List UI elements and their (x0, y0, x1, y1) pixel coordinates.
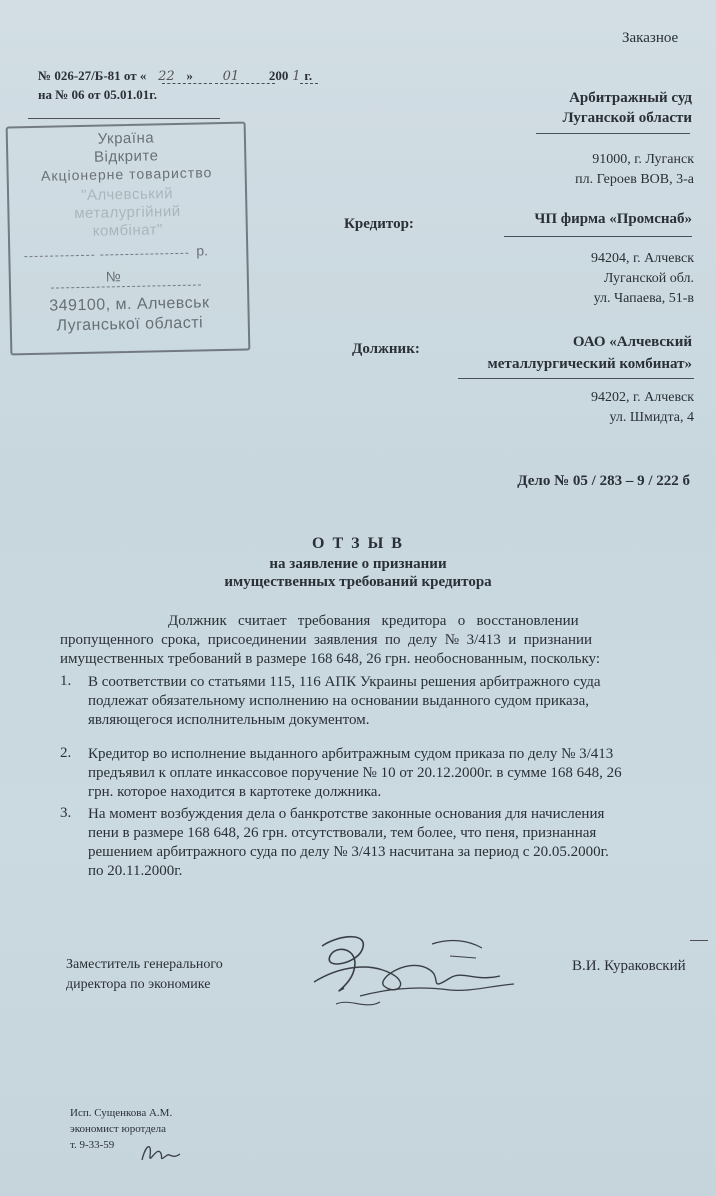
intro-line-2: пропущенного срока, присоединении заявления по делу № 3/413 и признании (60, 632, 593, 648)
point-1-number: 1. (60, 673, 72, 689)
point-1-text (88, 673, 714, 730)
debtor-address-line-1: 94202, г. Алчевск (590, 390, 694, 405)
outgoing-reference (38, 68, 312, 84)
signatory-name: В.И. Кураковский (572, 958, 686, 974)
day-underline (162, 83, 212, 84)
court-address-line-1: 91000, г. Луганск (592, 152, 694, 167)
month-underline (215, 83, 275, 84)
creditor-address-line-1: 94204, г. Алчевск (590, 251, 694, 266)
stamp-line-10: Луганської області (56, 314, 204, 335)
year-underline (300, 83, 318, 84)
point-2-line-3: грн. которое находится в картотеке должника. (88, 784, 382, 800)
mail-type: Заказное (622, 30, 679, 46)
document-title: О Т З Ы В (312, 535, 404, 552)
executor-phone: т. 9-33-59 (70, 1139, 115, 1151)
stamp-line-7: № (105, 268, 121, 285)
stamp-line-4: "Алчевський (80, 185, 174, 204)
outgoing-ref-mid: » (186, 68, 193, 83)
debtor-label: Должник: (352, 341, 420, 357)
creditor-label: Кредитор: (344, 216, 414, 232)
outgoing-ref-month: 01 (222, 69, 240, 84)
creditor-address (454, 249, 694, 309)
handwritten-signature (300, 926, 530, 1016)
outgoing-ref-prefix: № 026-27/Б-81 от « (38, 68, 147, 83)
stamp-line-6: комбінат" (92, 221, 164, 240)
court-name (452, 88, 692, 128)
point-1-line-3: являющегося исполнительным документом. (88, 712, 370, 728)
intro-line-3: имущественных требований в размере 168 648, 26 грн. необоснованным, поскольку: (60, 651, 600, 667)
debtor-rule (458, 378, 694, 379)
creditor-name: ЧП фирма «Промснаб» (534, 211, 692, 227)
point-3-text (88, 805, 714, 881)
outgoing-ref-year-digit: 1 (292, 69, 301, 84)
stamp-line-5: металургійний (74, 202, 181, 223)
debtor-name (412, 331, 692, 375)
outgoing-ref-suffix: г. (304, 68, 313, 83)
court-address-line-2: пл. Героев ВОВ, 3-а (575, 172, 694, 187)
court-rule (536, 133, 690, 134)
point-3-number: 3. (60, 805, 72, 821)
executor-initials (138, 1138, 184, 1168)
executor-role: экономист юротдела (70, 1123, 167, 1135)
intro-line-1: Должник считает требования кредитора о восстановлении (168, 613, 579, 629)
point-1-line-1: В соответствии со статьями 115, 116 АПК Украины решения арбитражного суда (88, 674, 601, 690)
court-address (454, 150, 694, 190)
creditor-address-line-2: Луганской обл. (603, 271, 694, 286)
signature-mark (690, 940, 708, 941)
debtor-address (454, 388, 694, 428)
point-3-line-1: На момент возбуждения дела о банкротстве законные основания для начисления (88, 806, 605, 822)
point-3-line-3: решением арбитражного суда по делу № 3/413 насчитана за период с 20.05.2000г. (88, 844, 609, 860)
point-3-line-4: по 20.11.2000г. (88, 863, 183, 879)
case-number: Дело № 05 / 283 – 9 / 222 б (517, 473, 690, 489)
debtor-name-line-2: металлургический комбинат» (487, 356, 692, 372)
court-name-line-1: Арбитражный суд (569, 90, 692, 106)
court-name-line-2: Луганской области (562, 110, 692, 126)
stamp-top-rule (28, 118, 220, 119)
executor-name: Исп. Сущенкова А.М. (70, 1107, 173, 1119)
outgoing-ref-day: 22 (158, 69, 175, 84)
stamp-date-line-b (100, 253, 188, 256)
stamp-number-line (51, 284, 201, 288)
creditor-rule (504, 236, 692, 237)
stamp-line-3: Акціонерне товариство (40, 164, 213, 184)
stamp-line-8: р. (196, 242, 209, 259)
signatory-position (66, 955, 223, 995)
document-subtitle-2: имущественных требований кредитора (224, 574, 492, 590)
document-subtitle-1: на заявление о признании (269, 556, 447, 572)
point-2-line-1: Кредитор во исполнение выданного арбитражным судом приказа по делу № 3/413 (88, 746, 614, 762)
point-3-line-2: пени в размере 168 648, 26 грн. отсутствовали, тем более, что пеня, признанная (88, 825, 597, 841)
outgoing-ref-year-prefix: 200 (268, 68, 289, 83)
reply-to-reference: на № 06 от 05.01.01г. (38, 87, 157, 102)
signatory-position-line-2: директора по экономике (66, 977, 211, 992)
debtor-address-line-2: ул. Шмидта, 4 (609, 410, 694, 425)
creditor-address-line-3: ул. Чапаева, 51-в (593, 291, 694, 306)
stamp-date-line-a (24, 255, 94, 257)
point-1-line-2: подлежат обязательному исполнению на основании выданного судом приказа, (88, 693, 589, 709)
point-2-line-2: предъявил к оплате инкассовое поручение № 10 от 20.12.2000г. в сумме 168 648, 26 (88, 765, 622, 781)
stamp-line-1: Україна (97, 129, 155, 148)
stamp-line-2: Відкрите (93, 147, 159, 166)
signatory-position-line-1: Заместитель генерального (66, 957, 223, 972)
point-2-number: 2. (60, 745, 72, 761)
company-stamp (6, 122, 251, 356)
point-2-text (88, 745, 714, 802)
stamp-line-9: 349100, м. Алчевськ (49, 294, 210, 315)
debtor-name-line-1: ОАО «Алчевский (572, 334, 692, 350)
